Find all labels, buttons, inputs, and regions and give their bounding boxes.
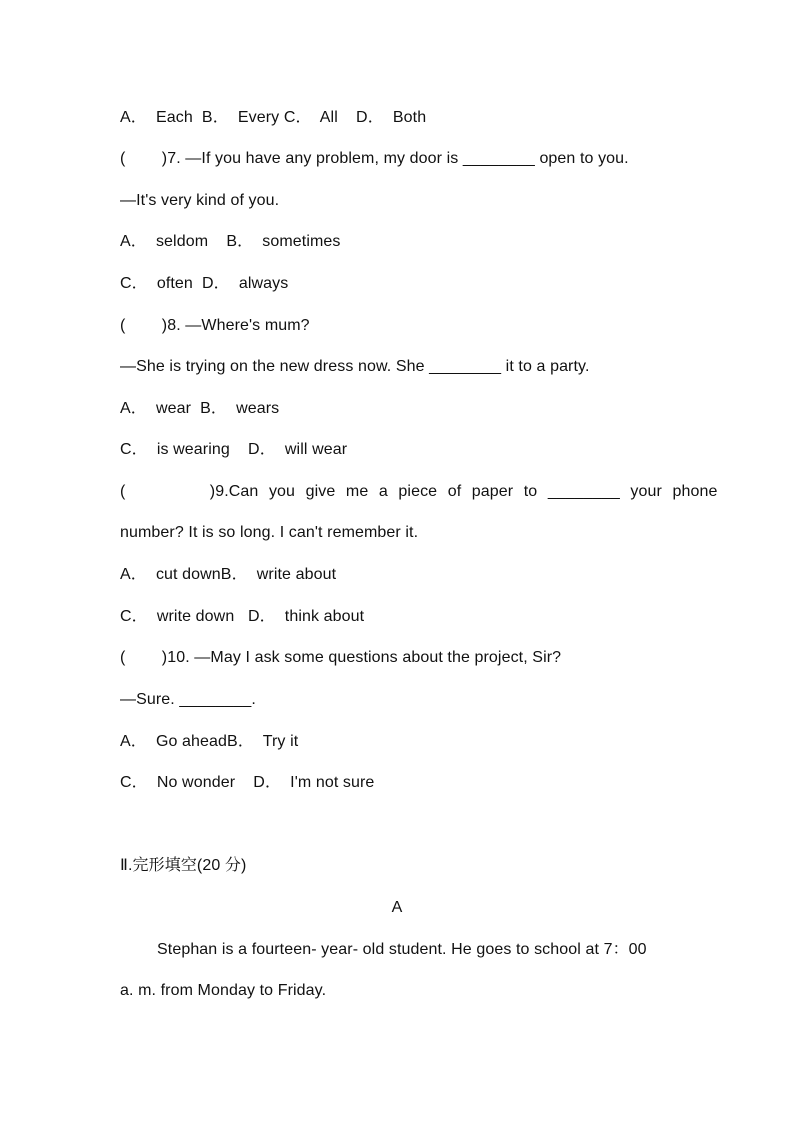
section-heading: Ⅱ.完形填空(20 分) xyxy=(120,857,247,874)
q6-options: A． Each B． Every C． All D． Both xyxy=(120,109,427,126)
q10-response: —Sure. ________. xyxy=(120,691,256,708)
q10-options-cd: C． No wonder D． I'm not sure xyxy=(120,774,375,791)
q9-question: ( )9.Can you give me a piece of paper to ________ your phone xyxy=(120,483,718,500)
q7-options-cd: C． often D． always xyxy=(120,275,289,292)
passage-label: A xyxy=(391,899,403,916)
q10-question: ( )10. —May I ask some questions about the project, Sir? xyxy=(120,649,562,666)
q8-response: —She is trying on the new dress now. She ________ it to a party. xyxy=(120,358,590,375)
q8-question: ( )8. —Where's mum? xyxy=(120,317,310,334)
q9-options-cd: C． write down D． think about xyxy=(120,608,365,625)
q7-options-ab: A． seldom B． sometimes xyxy=(120,233,341,250)
q7-response: —It's very kind of you. xyxy=(120,192,280,209)
q8-options-cd: C． is wearing D． will wear xyxy=(120,441,348,458)
q8-options-ab: A． wear B． wears xyxy=(120,400,280,417)
q9-question-cont: number? It is so long. I can't remember it. xyxy=(120,524,419,541)
passage-line: Stephan is a fourteen- year- old student. He goes to school at 7：00 xyxy=(157,941,647,958)
passage-line: a. m. from Monday to Friday. xyxy=(120,982,327,999)
q9-options-ab: A． cut downB． write about xyxy=(120,566,337,583)
q10-options-ab: A． Go aheadB． Try it xyxy=(120,733,299,750)
q7-question: ( )7. —If you have any problem, my door is ________ open to you. xyxy=(120,150,629,167)
